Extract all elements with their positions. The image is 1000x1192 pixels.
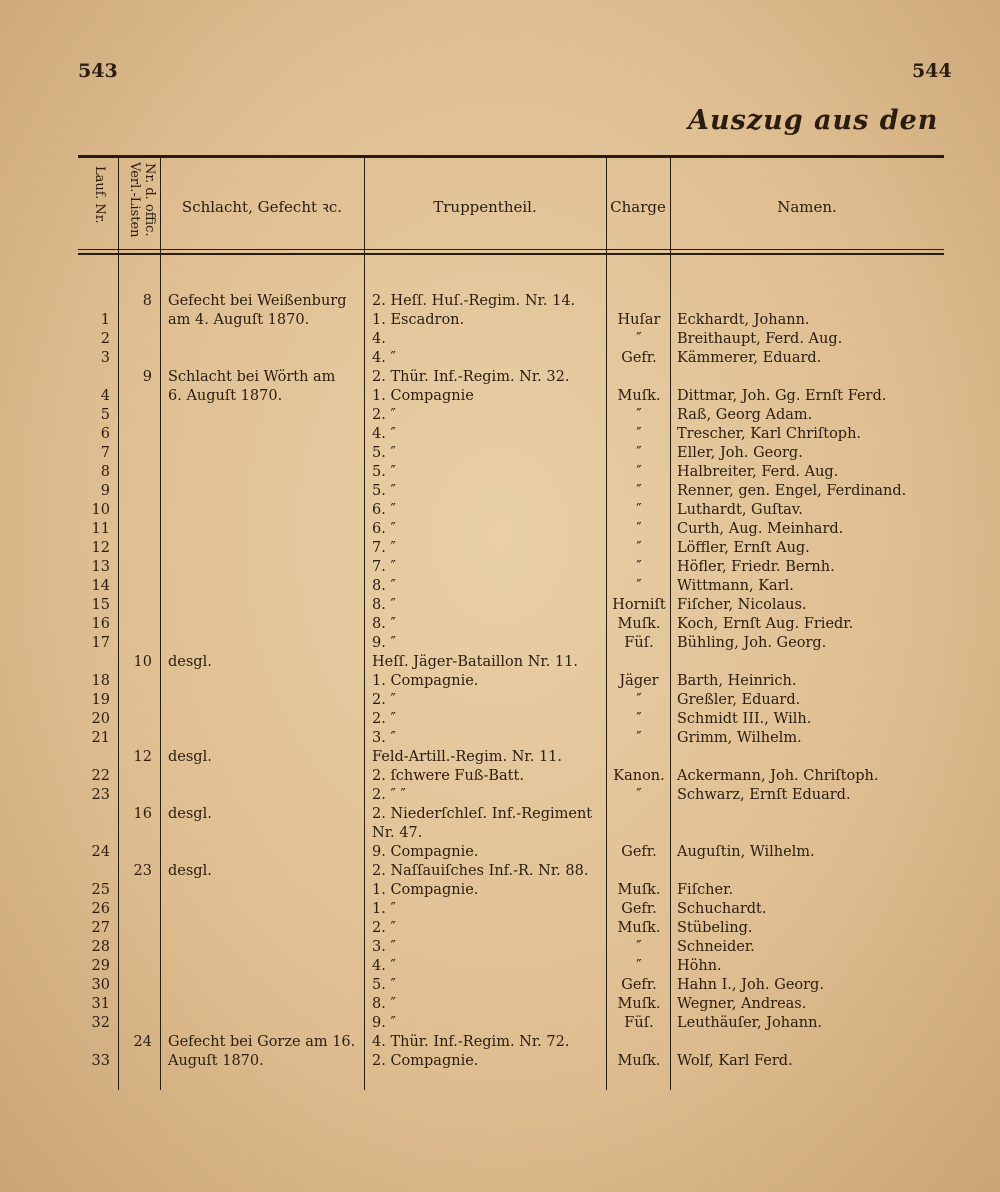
cell-battle: Schlacht bei Wörth am xyxy=(168,369,336,385)
cell-name: Koch, Ernſt Aug. Friedr. xyxy=(677,616,854,632)
table-row xyxy=(0,748,1000,766)
table-row xyxy=(0,900,1000,918)
table-row xyxy=(0,615,1000,633)
table-row xyxy=(0,330,1000,348)
cell-unit: 1. Compagnie xyxy=(372,388,474,404)
cell-unit: 5. ″ xyxy=(372,445,396,461)
table-row xyxy=(0,349,1000,367)
cell-unit: 2. ″ xyxy=(372,692,396,708)
cell-unit: 4. ″ xyxy=(372,426,396,442)
table-row xyxy=(0,539,1000,557)
cell-rank: ″ xyxy=(636,445,642,461)
cell-unit: 5. ″ xyxy=(372,464,396,480)
cell-rank: ″ xyxy=(636,559,642,575)
table-row xyxy=(0,1014,1000,1032)
cell-unit: 2. ſchwere Fuß-Batt. xyxy=(372,768,524,784)
cell-unit: 4. xyxy=(372,331,386,347)
table-row xyxy=(0,824,1000,842)
cell-lfd: 6 xyxy=(100,426,110,442)
header-schlacht: Schlacht, Gefecht ꝛc. xyxy=(181,198,343,216)
cell-rank: ″ xyxy=(636,521,642,537)
cell-rank: ″ xyxy=(636,958,642,974)
cell-unit: 3. ″ xyxy=(372,730,396,746)
cell-rank: Muſk. xyxy=(617,616,661,632)
cell-name: Wolf, Karl Ferd. xyxy=(677,1053,793,1069)
cell-lfd: 4 xyxy=(100,388,110,404)
cell-battle: desgl. xyxy=(168,654,212,670)
cell-name: Eller, Joh. Georg. xyxy=(677,445,803,461)
cell-name: Höhn. xyxy=(677,958,722,974)
cell-battle: desgl. xyxy=(168,749,212,765)
cell-lfd: 12 xyxy=(91,540,110,556)
cell-battle: Auguſt 1870. xyxy=(168,1053,264,1069)
cell-rank: Horniſt xyxy=(612,597,666,613)
cell-unit: 5. ″ xyxy=(372,977,396,993)
table-row xyxy=(0,1033,1000,1051)
cell-unit: 6. ″ xyxy=(372,502,396,518)
cell-name: Eckhardt, Johann. xyxy=(677,312,810,328)
table-row xyxy=(0,292,1000,310)
table-row xyxy=(0,919,1000,937)
cell-rank: Gefr. xyxy=(621,844,657,860)
cell-lfd: 2 xyxy=(100,331,110,347)
cell-unit: 2. Heſſ. Huſ.-Regim. Nr. 14. xyxy=(372,293,576,309)
cell-unit: Heſſ. Jäger-Bataillon Nr. 11. xyxy=(372,654,578,670)
cell-name: Raß, Georg Adam. xyxy=(677,407,813,423)
cell-name: Grimm, Wilhelm. xyxy=(677,730,802,746)
cell-unit: 2. Naſſauiſches Inf.-R. Nr. 88. xyxy=(372,863,589,879)
cell-unit: Nr. 47. xyxy=(372,825,423,841)
cell-name: Renner, gen. Engel, Ferdinand. xyxy=(677,483,907,499)
cell-rank: ″ xyxy=(636,787,642,803)
table-row xyxy=(0,995,1000,1013)
cell-name: Ackermann, Joh. Chriſtoph. xyxy=(677,768,879,784)
cell-lfd: 19 xyxy=(91,692,110,708)
cell-lfd: 8 xyxy=(100,464,110,480)
cell-battle: am 4. Auguſt 1870. xyxy=(168,312,310,328)
cell-rank: ″ xyxy=(636,711,642,727)
cell-rank: Kanon. xyxy=(613,768,665,784)
cell-unit: 9. ″ xyxy=(372,635,396,651)
header-lfd xyxy=(91,166,106,224)
cell-unit: 2. ″ xyxy=(372,711,396,727)
cell-name: Wegner, Andreas. xyxy=(677,996,807,1012)
cell-rank: ″ xyxy=(636,426,642,442)
cell-unit: 4. Thür. Inf.-Regim. Nr. 72. xyxy=(372,1034,570,1050)
table-row xyxy=(0,444,1000,462)
cell-unit: 2. Thür. Inf.-Regim. Nr. 32. xyxy=(372,369,570,385)
header-namen: Namen. xyxy=(777,198,837,216)
cell-name: Schmidt III., Wilh. xyxy=(677,711,812,727)
cell-rank: ″ xyxy=(636,407,642,423)
table-row xyxy=(0,368,1000,386)
cell-lfd: 27 xyxy=(91,920,110,936)
cell-lfd: 11 xyxy=(91,521,110,537)
cell-unit: 6. ″ xyxy=(372,521,396,537)
cell-lfd: 23 xyxy=(91,787,110,803)
cell-rank: Füſ. xyxy=(624,1015,654,1031)
cell-name: Curth, Aug. Meinhard. xyxy=(677,521,844,537)
cell-rank: ″ xyxy=(636,464,642,480)
table-row xyxy=(0,1052,1000,1070)
cell-list-number: 8 xyxy=(142,293,152,309)
cell-unit: 1. Compagnie. xyxy=(372,882,479,898)
cell-rank: Muſk. xyxy=(617,1053,661,1069)
cell-lfd: 5 xyxy=(100,407,110,423)
table-row xyxy=(0,881,1000,899)
cell-unit: 1. Escadron. xyxy=(372,312,465,328)
cell-lfd: 29 xyxy=(91,958,110,974)
table-row xyxy=(0,311,1000,329)
cell-name: Stübeling. xyxy=(677,920,753,936)
table-row xyxy=(0,843,1000,861)
cell-name: Wittmann, Karl. xyxy=(677,578,794,594)
cell-unit: 2. ″ xyxy=(372,920,396,936)
cell-battle: 6. Auguſt 1870. xyxy=(168,388,283,404)
cell-name: Fiſcher, Nicolaus. xyxy=(677,597,807,613)
cell-lfd: 13 xyxy=(91,559,110,575)
cell-name: Bühling, Joh. Georg. xyxy=(677,635,827,651)
cell-rank: ″ xyxy=(636,578,642,594)
table-row xyxy=(0,406,1000,424)
cell-list-number: 24 xyxy=(133,1034,152,1050)
cell-lfd: 31 xyxy=(91,996,110,1012)
cell-lfd: 3 xyxy=(100,350,110,366)
page-number-right: 544 xyxy=(912,60,952,82)
table-row xyxy=(0,862,1000,880)
cell-rank: ″ xyxy=(636,692,642,708)
cell-rank: Füſ. xyxy=(624,635,654,651)
cell-battle: Gefecht bei Weißenburg xyxy=(168,293,347,309)
cell-name: Schwarz, Ernſt Eduard. xyxy=(677,787,851,803)
cell-rank: ″ xyxy=(636,331,642,347)
cell-name: Breithaupt, Ferd. Aug. xyxy=(677,331,843,347)
cell-name: Dittmar, Joh. Gg. Ernſt Ferd. xyxy=(677,388,887,404)
cell-rank: Muſk. xyxy=(617,388,661,404)
cell-name: Löffler, Ernſt Aug. xyxy=(677,540,810,556)
cell-unit: 7. ″ xyxy=(372,540,396,556)
cell-battle: Gefecht bei Gorze am 16. xyxy=(168,1034,356,1050)
cell-name: Barth, Heinrich. xyxy=(677,673,797,689)
cell-rank: Muſk. xyxy=(617,920,661,936)
table-row xyxy=(0,387,1000,405)
cell-rank: Muſk. xyxy=(617,996,661,1012)
cell-rank: ″ xyxy=(636,540,642,556)
cell-unit: 3. ″ xyxy=(372,939,396,955)
cell-lfd: 33 xyxy=(91,1053,110,1069)
table-row xyxy=(0,710,1000,728)
header-bottom-rule-2 xyxy=(78,253,944,255)
table-row xyxy=(0,482,1000,500)
cell-name: Kämmerer, Eduard. xyxy=(677,350,822,366)
cell-lfd: 25 xyxy=(91,882,110,898)
cell-lfd: 1 xyxy=(100,312,110,328)
table-row xyxy=(0,672,1000,690)
cell-rank: ″ xyxy=(636,730,642,746)
header-truppen: Truppentheil. xyxy=(433,198,537,216)
cell-unit: 8. ″ xyxy=(372,616,396,632)
header-list-line2: Verl.-Listen xyxy=(127,162,143,238)
cell-unit: 4. ″ xyxy=(372,958,396,974)
cell-unit: 2. ″ ″ xyxy=(372,787,406,803)
cell-name: Schneider. xyxy=(677,939,755,955)
cell-unit: 2. Compagnie. xyxy=(372,1053,479,1069)
header-charge: Charge xyxy=(610,198,666,216)
cell-unit: 9. ″ xyxy=(372,1015,396,1031)
cell-lfd: 9 xyxy=(100,483,110,499)
table-row xyxy=(0,653,1000,671)
cell-unit: 1. Compagnie. xyxy=(372,673,479,689)
cell-lfd: 16 xyxy=(91,616,110,632)
cell-lfd: 20 xyxy=(91,711,110,727)
cell-lfd: 7 xyxy=(100,445,110,461)
cell-unit: 2. ″ xyxy=(372,407,396,423)
cell-rank: Gefr. xyxy=(621,977,657,993)
table-row xyxy=(0,634,1000,652)
cell-battle: desgl. xyxy=(168,806,212,822)
cell-rank: ″ xyxy=(636,939,642,955)
cell-lfd: 14 xyxy=(91,578,110,594)
cell-lfd: 21 xyxy=(91,730,110,746)
cell-name: Leuthäuſer, Johann. xyxy=(677,1015,823,1031)
cell-unit: 8. ″ xyxy=(372,578,396,594)
table-row xyxy=(0,558,1000,576)
cell-lfd: 28 xyxy=(91,939,110,955)
header-bottom-rule xyxy=(78,249,944,250)
table-row xyxy=(0,596,1000,614)
cell-name: Hahn I., Joh. Georg. xyxy=(677,977,824,993)
cell-list-number: 16 xyxy=(133,806,152,822)
cell-list-number: 9 xyxy=(142,369,152,385)
cell-rank: Gefr. xyxy=(621,901,657,917)
table-row xyxy=(0,501,1000,519)
cell-name: Luthardt, Guſtav. xyxy=(677,502,803,518)
cell-lfd: 17 xyxy=(91,635,110,651)
cell-unit: 1. ″ xyxy=(372,901,396,917)
cell-unit: 8. ″ xyxy=(372,996,396,1012)
table-row xyxy=(0,938,1000,956)
cell-lfd: 22 xyxy=(91,768,110,784)
table-row xyxy=(0,691,1000,709)
cell-name: Halbreiter, Ferd. Aug. xyxy=(677,464,839,480)
cell-name: Trescher, Karl Chriſtoph. xyxy=(677,426,862,442)
cell-lfd: 26 xyxy=(91,901,110,917)
cell-name: Schuchardt. xyxy=(677,901,767,917)
table-row xyxy=(0,729,1000,747)
cell-name: Höfler, Friedr. Bernh. xyxy=(677,559,835,575)
table-row xyxy=(0,767,1000,785)
cell-lfd: 32 xyxy=(91,1015,110,1031)
cell-rank: Muſk. xyxy=(617,882,661,898)
table-row xyxy=(0,577,1000,595)
cell-rank: ″ xyxy=(636,502,642,518)
cell-list-number: 12 xyxy=(133,749,152,765)
table-row xyxy=(0,976,1000,994)
cell-unit: 7. ″ xyxy=(372,559,396,575)
cell-unit: Feld-Artill.-Regim. Nr. 11. xyxy=(372,749,563,765)
cell-lfd: 30 xyxy=(91,977,110,993)
table-row xyxy=(0,786,1000,804)
cell-rank: ″ xyxy=(636,483,642,499)
table-row xyxy=(0,463,1000,481)
cell-rank: Gefr. xyxy=(621,350,657,366)
page-number-left: 543 xyxy=(78,60,118,82)
cell-unit: 2. Niederſchleſ. Inf.-Regiment xyxy=(372,806,593,822)
page-title: Auszug aus den xyxy=(688,105,939,136)
cell-rank: Huſar xyxy=(617,312,661,328)
cell-unit: 8. ″ xyxy=(372,597,396,613)
cell-list-number: 23 xyxy=(133,863,152,879)
cell-battle: desgl. xyxy=(168,863,212,879)
cell-list-number: 10 xyxy=(133,654,152,670)
table-row xyxy=(0,425,1000,443)
table-row xyxy=(0,805,1000,823)
cell-unit: 4. ″ xyxy=(372,350,396,366)
cell-lfd: 10 xyxy=(91,502,110,518)
table-row xyxy=(0,520,1000,538)
table-row xyxy=(0,957,1000,975)
table-top-rule xyxy=(78,155,944,158)
cell-unit: 9. Compagnie. xyxy=(372,844,479,860)
header-list xyxy=(126,162,156,238)
cell-lfd: 24 xyxy=(91,844,110,860)
header-lfd-text: Lauf. Nr. xyxy=(92,166,107,224)
cell-rank: Jäger xyxy=(619,673,659,689)
cell-name: Fiſcher. xyxy=(677,882,734,898)
cell-lfd: 18 xyxy=(91,673,110,689)
cell-name: Greßler, Eduard. xyxy=(677,692,801,708)
header-list-line1: Nr. d. offic. xyxy=(142,162,157,237)
cell-unit: 5. ″ xyxy=(372,483,396,499)
cell-name: Auguſtin, Wilhelm. xyxy=(677,844,815,860)
cell-lfd: 15 xyxy=(91,597,110,613)
